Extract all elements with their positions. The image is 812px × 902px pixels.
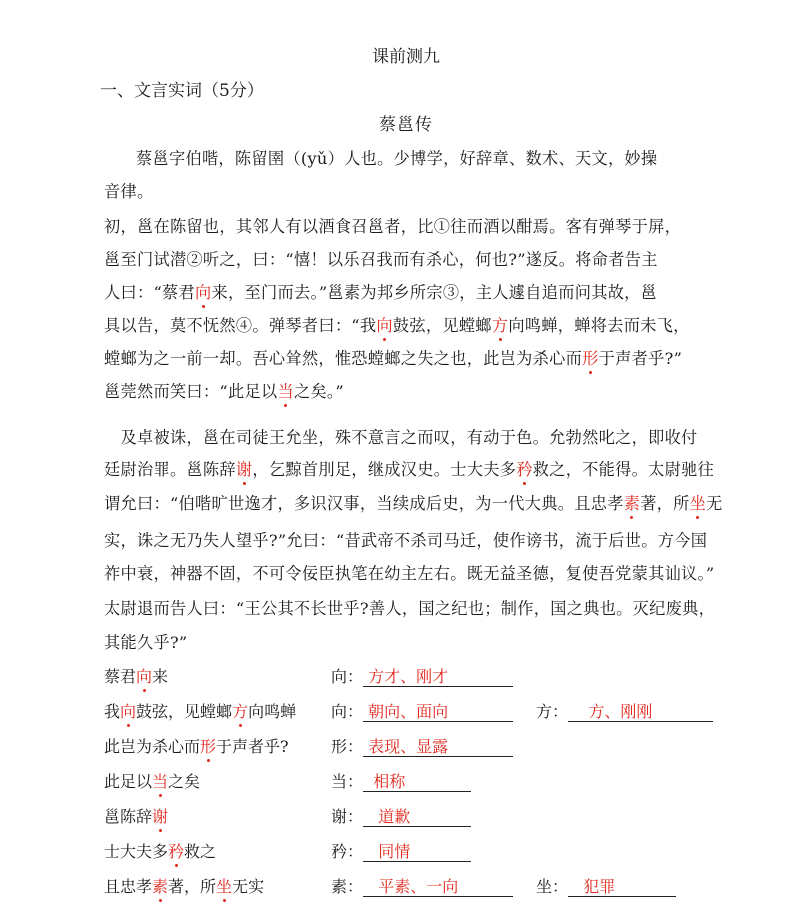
answer-6: 矜： 同情 xyxy=(331,839,471,862)
p3-line6: 太尉退而告人曰：“王公其不长世乎?善人，国之纪也；制作，国之典也。灭纪废典， xyxy=(104,599,716,618)
highlight-zuo: 坐 xyxy=(690,490,707,514)
p3-line7: 其能久乎?” xyxy=(104,633,188,652)
question-6: 士大夫多矜救之 xyxy=(104,839,216,862)
p3-line5: 祚中衰，神器不固，不可令佞臣执笔在幼主左右。既无益圣德，复使吾党蒙其讪议。” xyxy=(104,564,715,583)
highlight-jin: 矜 xyxy=(516,456,533,480)
highlight-fang: 方 xyxy=(492,312,509,336)
highlight-xing: 形 xyxy=(582,345,599,369)
question-2: 我向鼓弦，见螳螂方向鸣蝉 xyxy=(104,699,296,722)
p3-line2: 廷尉治罪。邕陈辞谢，乞黥首刖足，继成汉史。士大夫多矜救之，不能得。太尉驰往 xyxy=(104,456,714,480)
question-3: 此岂为杀心而形于声者乎? xyxy=(104,734,289,757)
p1-line1: 蔡邕字伯喈，陈留圉（(yǔ）人也。少博学，好辞章、数术、天文，妙操 xyxy=(136,149,658,168)
p2-line4: 具以告，莫不怃然④。弹琴者曰：“我向鼓弦，见螳螂方向鸣蝉，蝉将去而未飞， xyxy=(104,312,690,336)
question-5: 邕陈辞谢 xyxy=(104,804,168,827)
question-7: 且忠孝素著，所坐无实 xyxy=(104,874,264,897)
question-1: 蔡君向来 xyxy=(104,664,168,687)
question-4: 此足以当之矣 xyxy=(104,769,200,792)
answer-7b: 坐： 犯罪 xyxy=(536,874,676,897)
p2-line3: 人曰：“蔡君向来，至门而去。”邕素为邦乡所宗③，主人遽自追而问其故，邕 xyxy=(104,279,657,303)
section-heading: 一、文言实词（5分） xyxy=(100,81,264,101)
p3-line3: 谓允曰：“伯喈旷世逸才，多识汉事，当续成后史，为一代大典。且忠孝素著，所坐无 xyxy=(104,490,723,514)
highlight-xiang: 向 xyxy=(195,279,212,303)
p2-line5: 螳螂为之一前一却。吾心耸然，惟恐螳螂之失之也，此岂为杀心而形于声者乎?” xyxy=(104,345,682,369)
p3-line4: 实，诛之无乃失人望乎?”允曰：“昔武帝不杀司马迁，使作谤书，流于后世。方今国 xyxy=(104,531,708,550)
p2-line1: 初，邕在陈留也，其邻人有以酒食召邕者，比①往而酒以酣焉。客有弹琴于屏， xyxy=(104,217,682,236)
p3-line1: 及卓被诛，邕在司徒王允坐，殊不意言之而叹，有动于色。允勃然叱之，即收付 xyxy=(104,428,698,447)
highlight-xiang-2: 向 xyxy=(376,312,393,336)
highlight-xie: 谢 xyxy=(236,456,253,480)
highlight-su: 素 xyxy=(624,490,641,514)
p2-line6: 邕莞然而笑曰：“此足以当之矣。” xyxy=(104,378,344,402)
answer-1: 向： 方才、刚才 xyxy=(331,664,513,687)
answer-2a: 向： 朝向、面向 xyxy=(331,699,513,722)
answer-3: 形： 表现、显露 xyxy=(331,734,513,757)
answer-4: 当： 相称 xyxy=(331,769,471,792)
page-title: 课前测九 xyxy=(372,47,440,67)
answer-5: 谢： 道歉 xyxy=(331,804,471,827)
p1-line2: 音律。 xyxy=(104,182,154,201)
answer-7a: 素： 平素、一向 xyxy=(331,874,513,897)
p2-line2: 邕至门试潜②听之，曰：“憘！以乐召我而有杀心，何也?”遂反。将命者告主 xyxy=(104,250,658,269)
essay-title: 蔡邕传 xyxy=(379,115,433,135)
answer-2b: 方： 方、刚刚 xyxy=(536,699,713,722)
highlight-dang: 当 xyxy=(277,378,294,402)
